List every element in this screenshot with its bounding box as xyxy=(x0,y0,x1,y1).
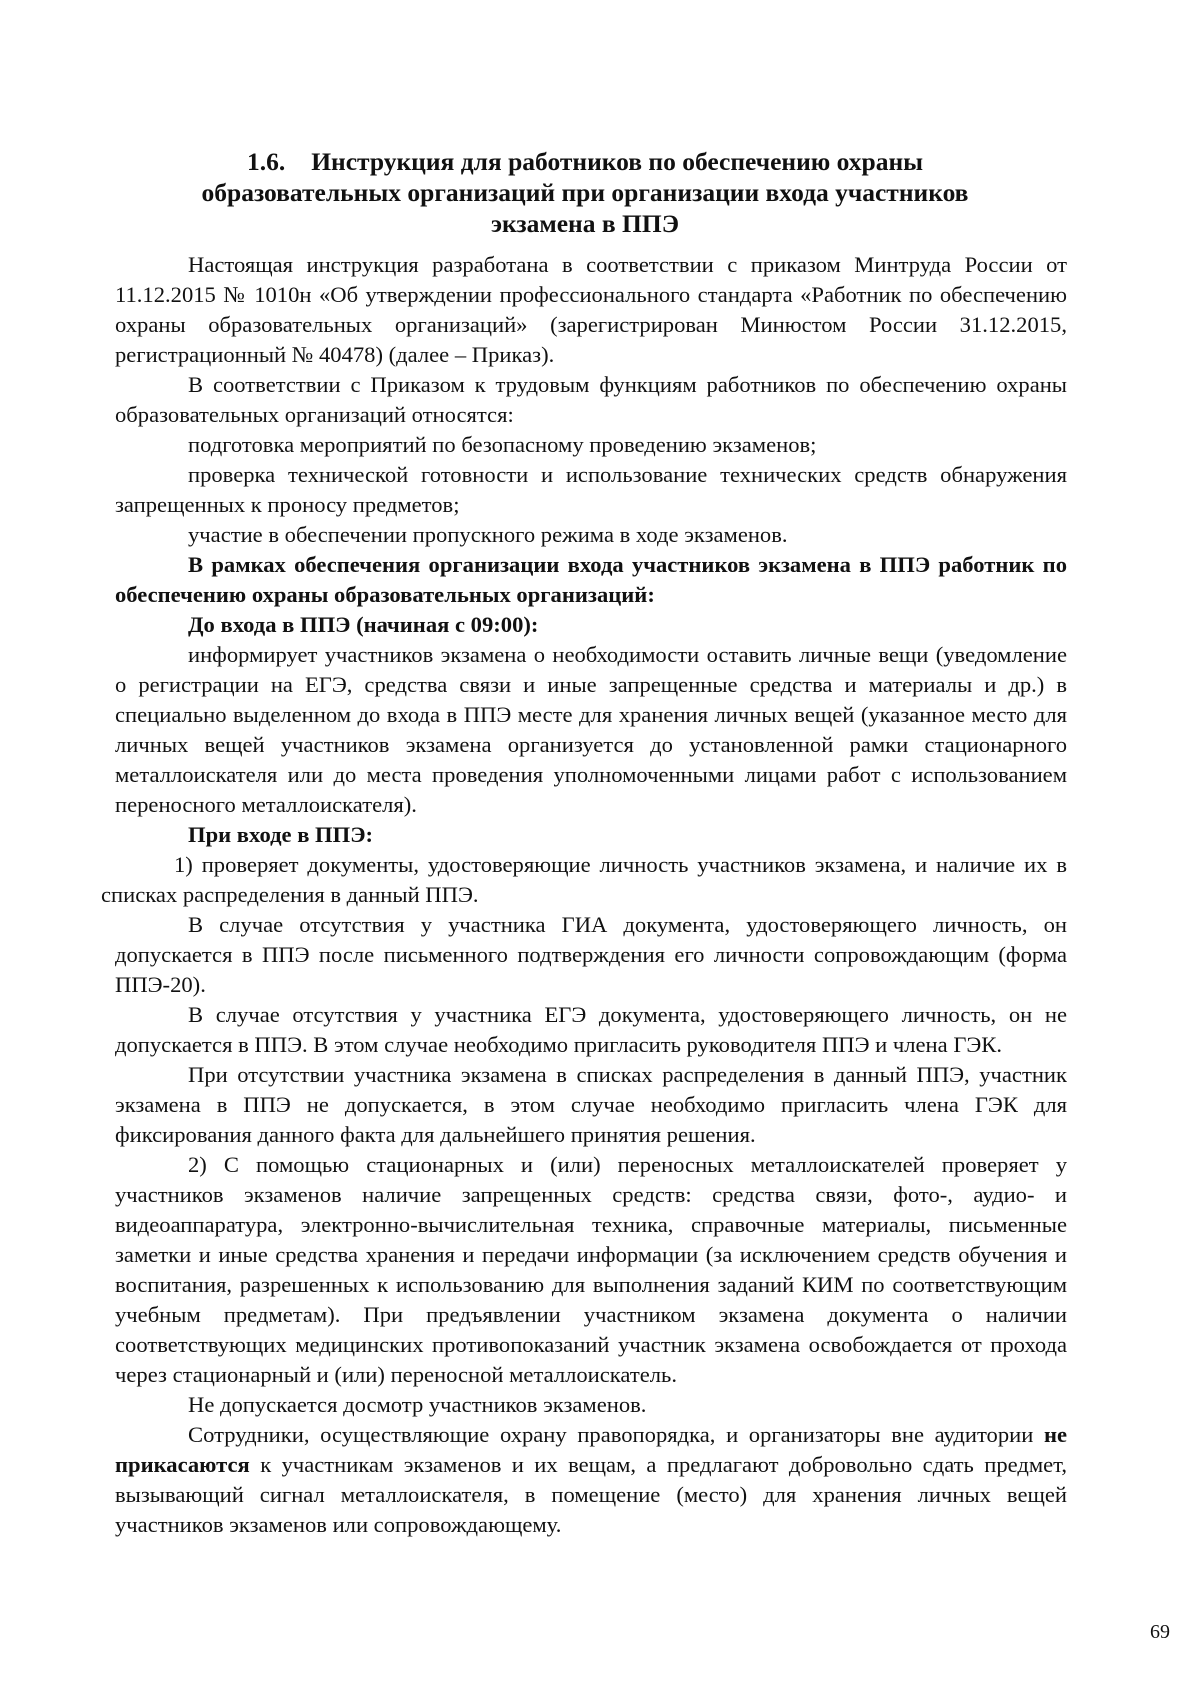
paragraph-do-not-touch-emphasis: не прикасаются xyxy=(115,1422,1068,1477)
paragraph-intro: Настоящая инструкция разработана в соответствии с приказом Минтруда России от 11.12.2015 № 1010н «Об утверждении профессионального стандарта «Работник по обеспечению охраны образовательных организаций» (зарегистрирован Минюстом России 31.12.2015, регистрационный № 40478) (далее – Приказ). xyxy=(115,252,1067,367)
section-heading xyxy=(150,146,1020,239)
paragraph-ege-no-document: В случае отсутствия у участника ЕГЭ документа, удостоверяющего личность, он не допускается в ППЭ. В этом случае необходимо пригласить руководителя ППЭ и члена ГЭК. xyxy=(115,1002,1067,1057)
paragraph-inform: информирует участников экзамена о необходимости оставить личные вещи (уведомление о регистрации на ЕГЭ, средства связи и иные запрещенные средства и материалы и др.) в специально выделенном до входа в ППЭ месте для хранения личных вещей (указанное место для личных вещей участников экзамена организуется до установленной рамки стационарного металлоискателя или до места проведения уполномоченными лицами работ с использованием переносного металлоискателя). xyxy=(115,642,1067,817)
paragraph-gia-no-document: В случае отсутствия у участника ГИА документа, удостоверяющего личность, он допускается в ППЭ после письменного подтверждения его личности сопровождающим (форма ППЭ-20). xyxy=(115,912,1067,997)
paragraph-check-documents: 1) проверяет документы, удостоверяющие личность участников экзамена, и наличие их в списках распределения в данный ППЭ. xyxy=(101,852,1067,907)
paragraph-do-not-touch-end: к участникам экзаменов и их вещам, а предлагают добровольно сдать предмет, вызывающий сигнал металлоискателя, в помещение (место) для хранения личных вещей участников экзаменов или сопровождающему. xyxy=(115,1452,1067,1537)
paragraph-function-3: участие в обеспечении пропускного режима в ходе экзаменов. xyxy=(188,522,788,547)
paragraph-do-not-touch-start: Сотрудники, осуществляющие охрану правопорядка, и организаторы вне аудитории xyxy=(188,1422,1034,1447)
subheading-before-entry: До входа в ППЭ (начиная с 09:00): xyxy=(188,612,539,637)
paragraph-function-2: проверка технической готовности и использование технических средств обнаружения запрещенных к проносу предметов; xyxy=(115,462,1067,517)
heading-line-3: экзамена в ППЭ xyxy=(491,209,679,238)
document-body xyxy=(101,250,1068,1540)
heading-line-1 xyxy=(150,146,1020,177)
paragraph-metal-detectors: 2) С помощью стационарных и (или) переносных металлоискателей проверяет у участников экзаменов наличие запрещенных средств: средства связи, фото-, аудио- и видеоаппаратура, электронно-вычислительная техника, справочные материалы, письменные заметки и иные средства хранения и передачи информации (за исключением средств обучения и воспитания, разрешенных к использованию для выполнения заданий КИМ по соответствующим учебным предметам). При предъявлении участником экзамена документа о наличии соответствующих медицинских противопоказаний участник экзамена освобождается от прохода через стационарный и (или) переносной металлоискатель. xyxy=(115,1152,1067,1387)
page-number: 69 xyxy=(1150,1621,1170,1643)
paragraph-do-not-touch xyxy=(115,1420,1067,1540)
paragraph-no-search: Не допускается досмотр участников экзаменов. xyxy=(188,1392,647,1417)
paragraph-function-1: подготовка мероприятий по безопасному проведению экзаменов; xyxy=(188,432,817,457)
section-number: 1.6. xyxy=(246,147,286,176)
paragraph-not-in-list: При отсутствии участника экзамена в списках распределения в данный ППЭ, участник экзамена в ППЭ не допускается, в этом случае необходимо пригласить члена ГЭК для фиксирования данного факта для дальнейшего принятия решения. xyxy=(115,1062,1067,1147)
paragraph-functions: В соответствии с Приказом к трудовым функциям работников по обеспечению охраны образовательных организаций относятся: xyxy=(115,372,1067,427)
paragraph-duties-intro: В рамках обеспечения организации входа участников экзамена в ППЭ работник по обеспечению охраны образовательных организаций: xyxy=(115,552,1067,607)
heading-title-part-1: Инструкция для работников по обеспечению охраны xyxy=(311,147,924,176)
subheading-at-entry: При входе в ППЭ: xyxy=(188,822,374,847)
heading-line-2: образовательных организаций при организации входа участников xyxy=(201,178,969,207)
